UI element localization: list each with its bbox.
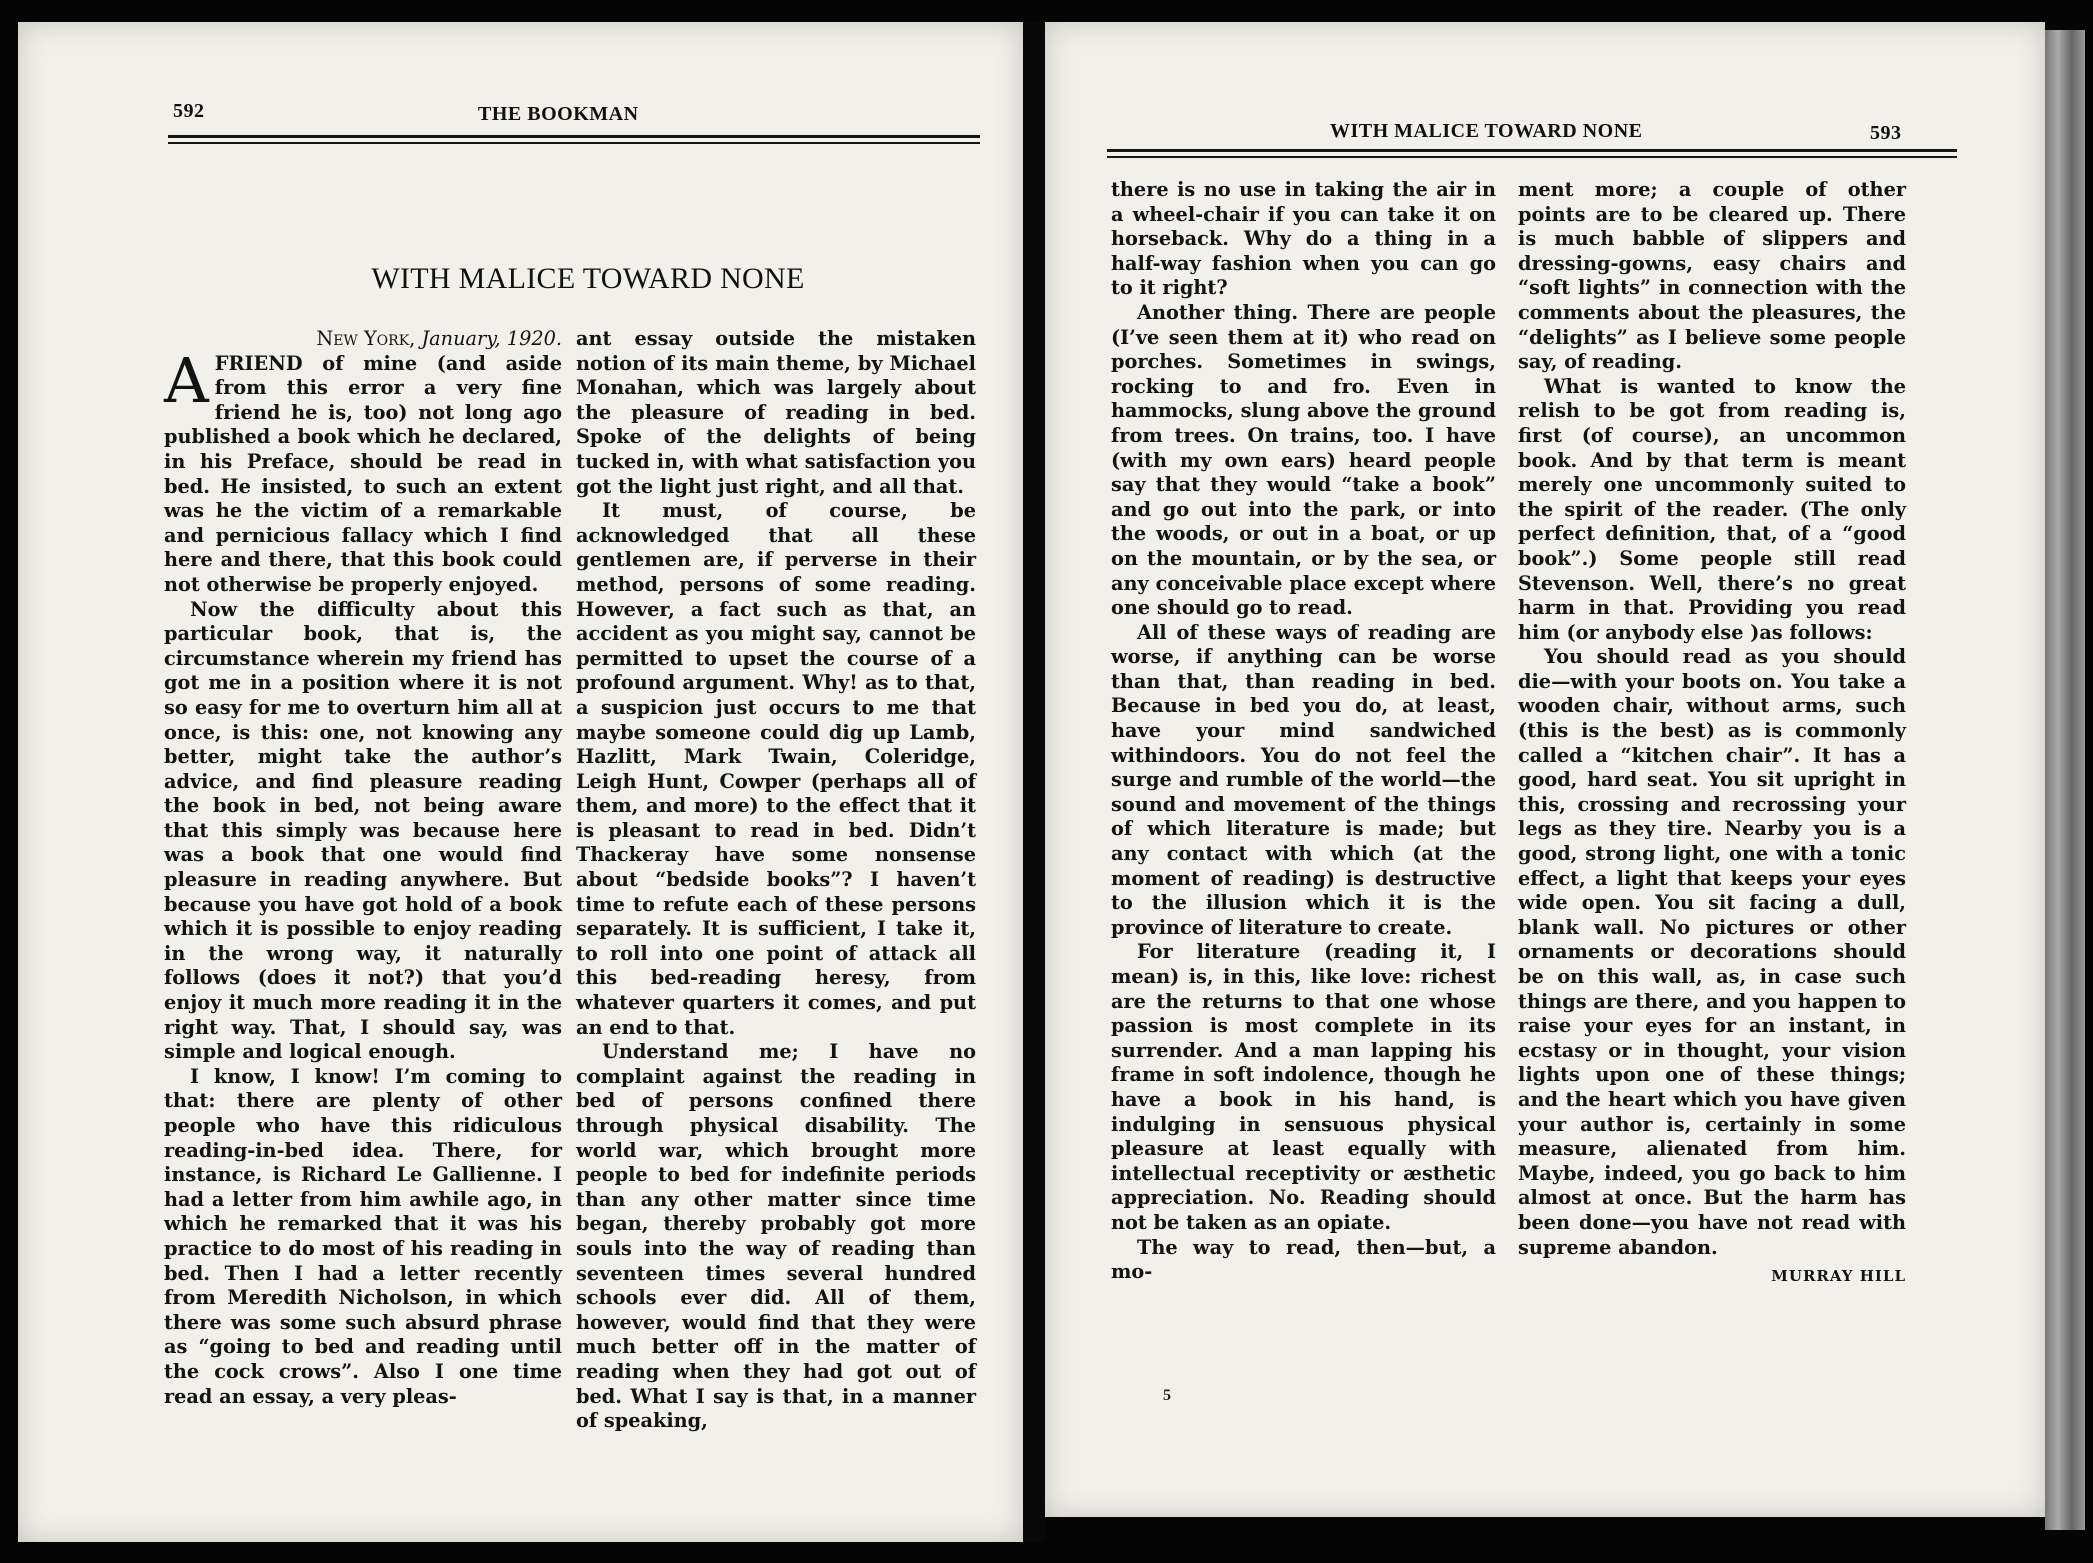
paragraph: ment more; a couple of other points are to be cleared up. There is much babble of slippers and dressing-gowns, easy chairs and “soft lights” in connection with the comments about the pleasures, the “delights” as I believe some people say, of reading. [1518,178,1906,374]
header-rule [1107,149,1957,158]
running-head: WITH MALICE TOWARD NONE [1330,120,1643,142]
paragraph: there is no use in taking the air in a wheel-chair if you can take it on horseback. Why do a thing in a half-way fashion when you can go to it right? [1111,178,1496,300]
left-page [18,22,1023,1542]
right-column-1 [1111,178,1496,1285]
page-number: 592 [173,100,205,122]
paragraph: ant essay outside the mistaken notion of its main theme, by Michael Monahan, which was largely about the pleasure of reading in bed. Spoke of the delights of being tucked in, with what satisfaction you got the light just right, and all that. [576,327,976,498]
running-head: THE BOOKMAN [478,103,639,125]
page-number: 593 [1870,122,1902,144]
paragraph: I know, I know! I’m coming to that: there are plenty of other people who have this ridiculous reading-in-bed idea. There, for instance, is Richard Le Gallienne. I had a letter from him awhile ago, in which he remarked that it was his practice to do most of his reading in bed. Then I had a letter recently from Meredith Nicholson, in which there was some such absurd phrase as “going to bed and reading until the cock crows”. Also I one time read an essay, a very pleas- [164,1064,562,1408]
paragraph: Now the difficulty about this particular book, that is, the circumstance wherein my friend has got me in a position where it is not so easy for me to overturn him all at once, is this: one, not knowing any better, might take the author’s advice, and find pleasure reading the book in bed, not being aware that this simply was because here was a book that one would find pleasure in reading anywhere. But because you have got hold of a book which it is possible to enjoy reading in the wrong way, it naturally follows (does it not?) that you’d enjoy it much more reading it in the right way. That, I should say, was simple and logical enough. [164,597,562,1064]
author-signature: MURRAY HILL [1771,1267,1906,1286]
paragraph: You should read as you should die—with your boots on. You take a wooden chair, without arms, such (this is the best) as is commonly called a “kitchen chair”. It has a good, hard seat. You sit upright in this, crossing and recrossing your legs as they tire. Nearby you is a good, strong light, one with a tonic effect, a light that keeps your eyes wide open. You sit facing a dull, blank wall. No pictures or other ornaments or decorations should be on this wall, as, in case such things are there, and you happen to raise your eyes for an instant, in ecstasy or in thought, your vision lights upon one of these things; and the heart which you have given your author is, certainly in some measure, alienated from him. Maybe, indeed, you go back to him almost at once. But the harm has been done—you have not read with supreme abandon. [1518,645,1906,1259]
book-gutter [1023,22,1045,1542]
dateline-city: New York, [316,327,416,350]
paragraph: For literature (reading it, I mean) is, in this, like love: richest are the returns to that one whose passion is most complete in its surrender. And a man lapping his frame in soft indolence, though he have a book in his hand, is indulging in sensuous physical pleasure at least equally with intellectual receptivity or æsthetic appreciation. No. Reading should not be taken as an opiate. [1111,940,1496,1234]
paragraph: The way to read, then—but, a mo- [1111,1235,1496,1284]
paragraph: It must, of course, be acknowledged that all these gentlemen are, if perverse in their method, persons of some reading. However, a fact such as that, an accident as you might say, cannot be permitted to upset the course of a profound argument. Why! as to that, a suspicion just occurs to me that maybe someone could dig up Lamb, Hazlitt, Mark Twain, Coleridge, Leigh Hunt, Cowper (perhaps all of them, and more) to the effect that it is pleasant to read in bed. Didn’t Thackeray have some nonsense about “bedside books”? I haven’t time to refute each of these persons separately. It is sufficient, I take it, to roll into one point of attack all this bed-reading heresy, from whatever quarters it comes, and put an end to that. [576,499,976,1039]
header-rule [168,135,980,144]
paragraph: All of these ways of reading are worse, if anything can be worse than that, than reading in bed. Because in bed you do, at least, have your mind sandwiched withindoors. You do not feel the surge and rumble of the world—the sound and movement of the things of which literature is made; but any contact with which (at the moment of reading) is destructive to the illusion which it is the province of literature to create. [1111,620,1496,939]
dateline-date: January, 1920. [421,327,562,350]
right-page [1045,22,2045,1517]
left-column-1 [164,327,562,1409]
signature-mark: 5 [1163,1387,1171,1404]
right-column-2 [1518,178,1906,1289]
paragraph [164,343,562,598]
page-edges [2045,30,2085,1530]
paragraph: What is wanted to know the relish to be got from reading is, first (of course), an uncommon book. And by that term is meant merely one uncommonly suited to the spirit of the reader. (The only perfect definition, that, of a “good book”.) Some people still read Stevenson. Well, there’s no great harm in that. Providing you read him (or anybody else )as follows: [1518,374,1906,644]
dateline [164,327,562,352]
paragraph-text: FRIEND of mine (and aside from this error a very fine friend he is, too) not long ago published a book which he declared, in his Preface, should be read in bed. He insisted, to such an extent was he the victim of a remarkable and pernicious fallacy which I find here and there, that this book could not otherwise be properly enjoyed. [164,351,562,596]
paragraph: Another thing. There are people (I’ve seen them at it) who read on porches. Sometimes in swings, rocking to and fro. Even in hammocks, slung above the ground from trees. On trains, too. I have (with my own ears) heard people say that they would “take a book” and go out into the park, or into the woods, or out in a boat, or up on the mountain, or by the sea, or any conceivable place except where one should go to read. [1111,300,1496,620]
drop-cap: A [164,343,209,417]
article-title: WITH MALICE TOWARD NONE [371,262,805,295]
left-column-2 [576,327,976,1434]
paragraph: Understand me; I have no complaint against the reading in bed of persons confined there through physical disability. The world war, which brought more people to bed for indefinite periods than any other matter since time began, thereby probably got more souls into the way of reading than seventeen times several hundred schools ever did. All of them, however, would find that they were much better off in the matter of reading when they had got out of bed. What I say is that, in a manner of speaking, [576,1040,976,1433]
